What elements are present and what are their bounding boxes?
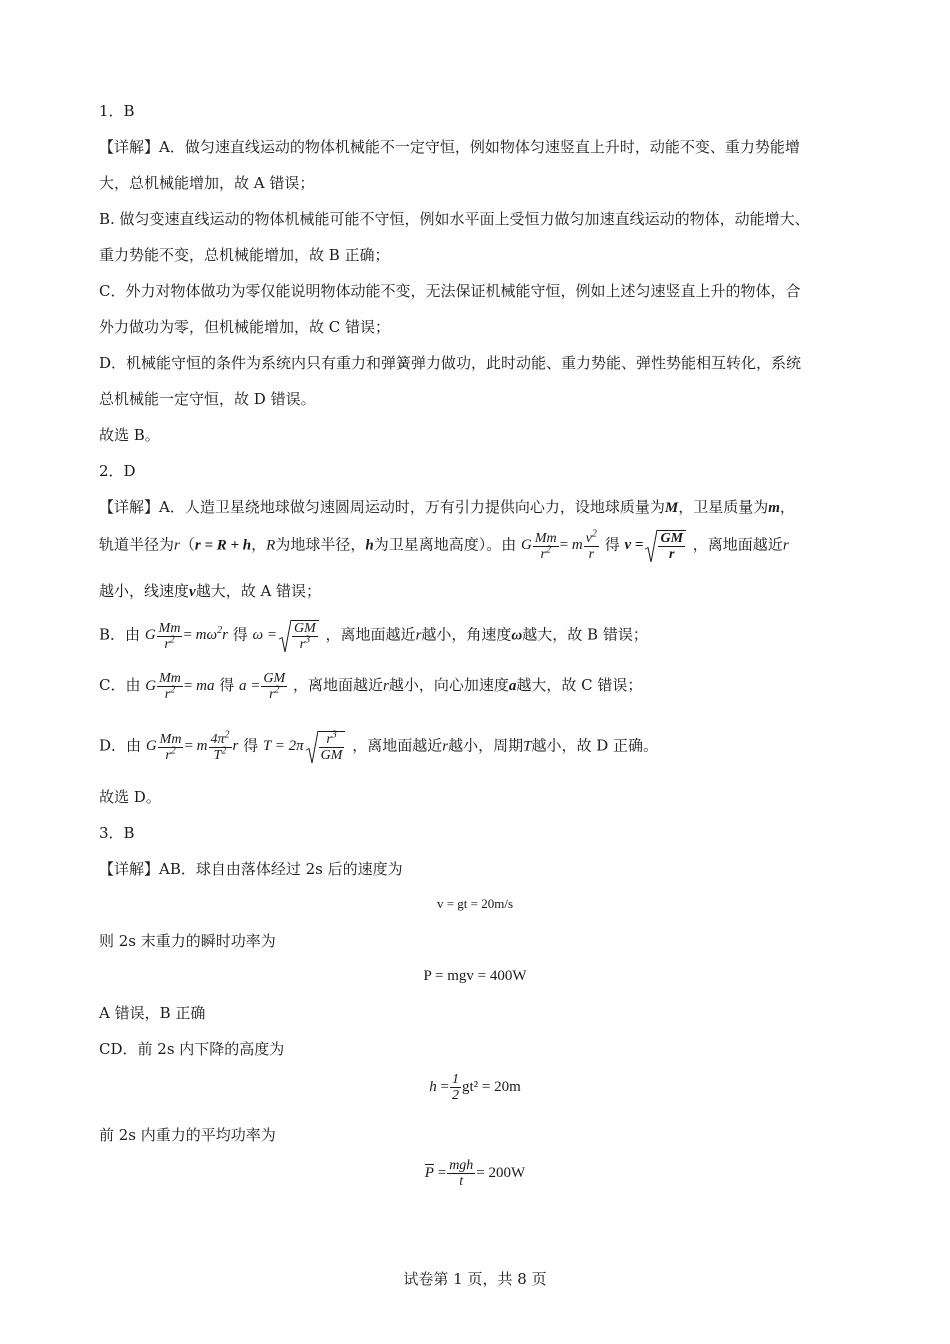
q1-detail-line: 重力势能不变，总机械能增加，故 B 正确； bbox=[99, 246, 390, 264]
q2-option-c: C．由 G $\frac{Mm}{r^2}$ = ma 得 a = $\frac{GM}{r^2}$ ，离地面越近r越小，向心加速度a越大，故 C 错误； bbox=[99, 671, 643, 702]
page-footer: 试卷第 1 页，共 8 页 bbox=[403, 1270, 547, 1288]
omega-equation: G $\frac{Mm}{r^2}$ = $m\omega^2r$ bbox=[144, 620, 228, 652]
q3-average-power-equation: $\overline{P}$ = $\frac{\text{mgh}}{t}$ = 200W bbox=[424, 1158, 526, 1189]
q3-detail-line: A 错误，B 正确 bbox=[99, 1004, 206, 1022]
q1-choice: 故选 B。 bbox=[99, 426, 160, 444]
q2-detail-line: 轨道半径为r（r = R + h，R为地球半径，h为卫星离地高度）。由 G $\frac{Mm}{r^2}$ = m $\frac{v^2}{r}$ 得 v = $\frac{GM}{r}$ ，离地面越近r bbox=[99, 527, 789, 562]
velocity-formula: v = $\frac{GM}{r}$ bbox=[624, 537, 688, 553]
q3-detail-line: 【详解】AB．球自由落体经过 2s 后的速度为 bbox=[99, 860, 403, 878]
q3-detail-line: 则 2s 末重力的瞬时功率为 bbox=[99, 932, 276, 950]
accel-equation: G $\frac{Mm}{r^2}$ = ma bbox=[145, 671, 215, 702]
q3-answer: 3．B bbox=[99, 824, 135, 842]
q3-detail-line: 前 2s 内重力的平均功率为 bbox=[99, 1126, 276, 1144]
omega-formula: ω = $\frac{GM}{r^3}$ bbox=[253, 627, 321, 643]
q3-velocity-equation: v = gt = 20m/s bbox=[436, 896, 514, 911]
accel-formula: a = $\frac{GM}{r^2}$ bbox=[239, 671, 286, 702]
q1-detail-line: C．外力对物体做功为零仅能说明物体动能不变，无法保证机械能守恒，例如上述匀速竖直上升的物体，合 bbox=[99, 282, 801, 300]
q1-answer: 1．B bbox=[99, 102, 135, 120]
q2-option-b: B．由 G $\frac{Mm}{r^2}$ = $m\omega^2r$ 得 ω = $\frac{GM}{r^3}$ ，离地面越近r越小，角速度ω越大，故 B 错误； bbox=[99, 620, 648, 652]
q2-choice: 故选 D。 bbox=[99, 788, 161, 806]
q2-detail-line: 【详解】A．人造卫星绕地球做匀速圆周运动时，万有引力提供向心力，设地球质量为M，卫星质量为m， bbox=[99, 498, 795, 516]
q3-height-equation: h = $\frac{1}{2}$ gt² = 20m bbox=[429, 1072, 521, 1103]
q2-detail-line: 越小，线速度v越大，故 A 错误； bbox=[99, 582, 322, 600]
gravity-equation: G $\frac{Mm}{r^2}$ = m $\frac{v^2}{r}$ bbox=[521, 527, 597, 562]
q3-detail-line: CD．前 2s 内下降的高度为 bbox=[99, 1040, 285, 1058]
q1-detail-line: B. 做匀变速直线运动的物体机械能可能不守恒，例如水平面上受恒力做匀加速直线运动的物体，动能增大、 bbox=[99, 210, 810, 228]
period-equation: G $\frac{Mm}{r^2}$ = m $\frac{4\pi^2}{T^2}$ r bbox=[145, 728, 239, 763]
q1-detail-line: 外力做功为零，但机械能增加，故 C 错误； bbox=[99, 318, 391, 336]
q2-option-d: D．由 G $\frac{Mm}{r^2}$ = m $\frac{4\pi^2}{T^2}$ r 得 T = 2π $\frac{r^3}{GM}$ ，离地面越近r越小，周期T越小，故 D 正确。 bbox=[99, 728, 659, 763]
q2-answer: 2．D bbox=[99, 462, 136, 480]
q1-detail-line: 大，总机械能增加，故 A 错误； bbox=[99, 174, 315, 192]
q3-power-equation: P = mgv = 400W bbox=[423, 968, 527, 984]
q1-detail-line: 总机械能一定守恒，故 D 错误。 bbox=[99, 390, 316, 408]
period-formula: T = 2π $\frac{r^3}{GM}$ bbox=[263, 738, 348, 754]
q1-detail-line: D．机械能守恒的条件为系统内只有重力和弹簧弹力做功，此时动能、重力势能、弹性势能相互转化，系统 bbox=[99, 354, 802, 372]
q1-detail-line: 【详解】A．做匀速直线运动的物体机械能不一定守恒，例如物体匀速竖直上升时，动能不变、重力势能增 bbox=[99, 138, 800, 156]
